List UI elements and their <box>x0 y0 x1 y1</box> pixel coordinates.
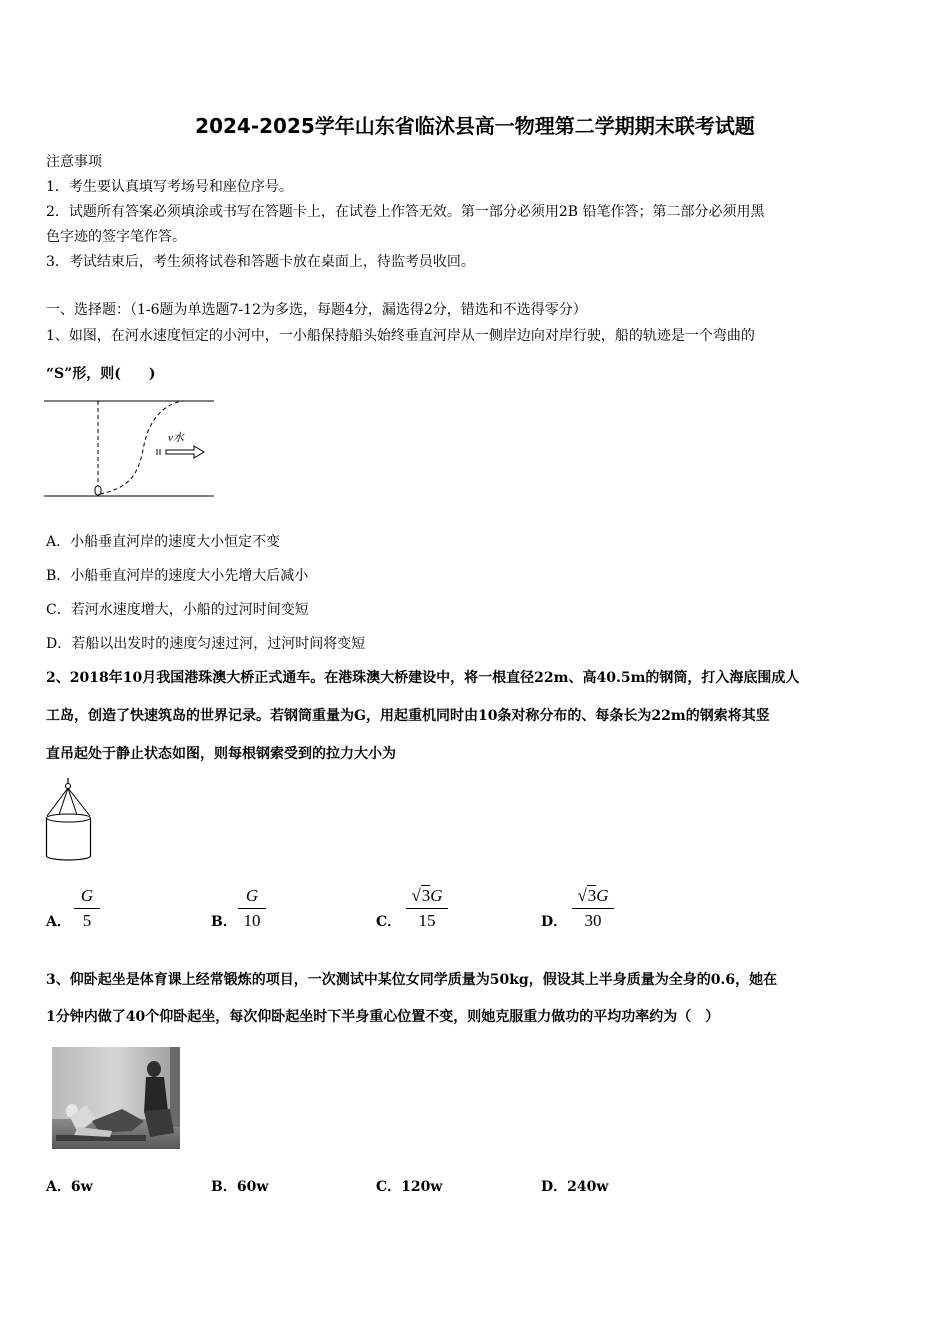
q2-text: 工岛，创造了快速筑岛的世界记录。若钢筒重量为G，用起重机同时由10条对称分布的、每条长为22m的钢索将其竖 <box>46 708 770 724</box>
q1-option-d: D．若船以出发时的速度匀速过河，过河时间将变短 <box>46 636 366 652</box>
page-title: 2024-2025学年山东省临沭县高一物理第二学期期末联考试题 <box>195 114 755 138</box>
q1-text: 1、如图，在河水速度恒定的小河中，一小船保持船头始终垂直河岸从一侧岸边向对岸行驶，船的轨迹是一个弯曲的 <box>46 328 755 344</box>
velocity-label: v水 <box>168 432 184 444</box>
q2-option-c-label: C． <box>376 914 402 930</box>
q1-text: “S”形，则( ) <box>46 366 156 382</box>
q2-option-a-fraction: G 5 <box>74 886 100 931</box>
situp-photo <box>52 1047 180 1149</box>
notice-item: 1．考生要认真填写考场号和座位序号。 <box>46 179 293 195</box>
q2-option-d-fraction: √3G 30 <box>572 886 614 931</box>
q1-option-a: A．小船垂直河岸的速度大小恒定不变 <box>46 534 281 550</box>
river-diagram <box>44 395 216 501</box>
q2-text: 直吊起处于静止状态如图，则每根钢索受到的拉力大小为 <box>46 746 396 762</box>
section-heading: 一、选择题：（1-6题为单选题7-12为多选，每题4分，漏选得2分，错选和不选得零分） <box>46 302 587 318</box>
q2-option-b-label: B． <box>211 914 237 930</box>
q1-option-c: C．若河水速度增大，小船的过河时间变短 <box>46 602 309 618</box>
q3-option-c: C．120w <box>376 1179 443 1195</box>
q2-option-d-label: D． <box>541 914 568 930</box>
q3-text: 3、仰卧起坐是体育课上经常锻炼的项目，一次测试中某位女同学质量为50kg，假设其上半身质量为全身的0.6，她在 <box>46 972 778 988</box>
notice-item: 2．试题所有答案必须填涂或书写在答题卡上，在试卷上作答无效。第一部分必须用2B 铅笔作答；第二部分必须用黑 <box>46 204 765 220</box>
q2-option-b-fraction: G 10 <box>238 886 266 931</box>
steel-cylinder-diagram <box>44 776 96 864</box>
boat-icon <box>95 486 101 495</box>
q3-option-a: A．6w <box>46 1179 93 1195</box>
q3-text: 1分钟内做了40个仰卧起坐，每次仰卧起坐时下半身重心位置不变，则她克服重力做功的平均功率约为（ ） <box>46 1009 720 1025</box>
s-trajectory <box>100 401 184 494</box>
arrow-icon <box>166 446 204 458</box>
q2-option-a-label: A． <box>46 914 71 930</box>
q3-option-b: B．60w <box>211 1179 269 1195</box>
notice-item: 色字迹的签字笔作答。 <box>46 229 186 245</box>
notice-heading: 注意事项 <box>46 154 102 170</box>
notice-item: 3．考试结束后，考生须将试卷和答题卡放在桌面上，待监考员收回。 <box>46 254 475 270</box>
q2-option-c-fraction: √3G 15 <box>406 886 448 931</box>
hook-icon <box>66 784 71 789</box>
q2-text: 2、2018年10月我国港珠澳大桥正式通车。在港珠澳大桥建设中，将一根直径22m、高40.5m的钢筒，打入海底围成人 <box>46 670 800 686</box>
q3-option-d: D．240w <box>541 1179 609 1195</box>
q1-option-b: B．小船垂直河岸的速度大小先增大后减小 <box>46 568 309 584</box>
